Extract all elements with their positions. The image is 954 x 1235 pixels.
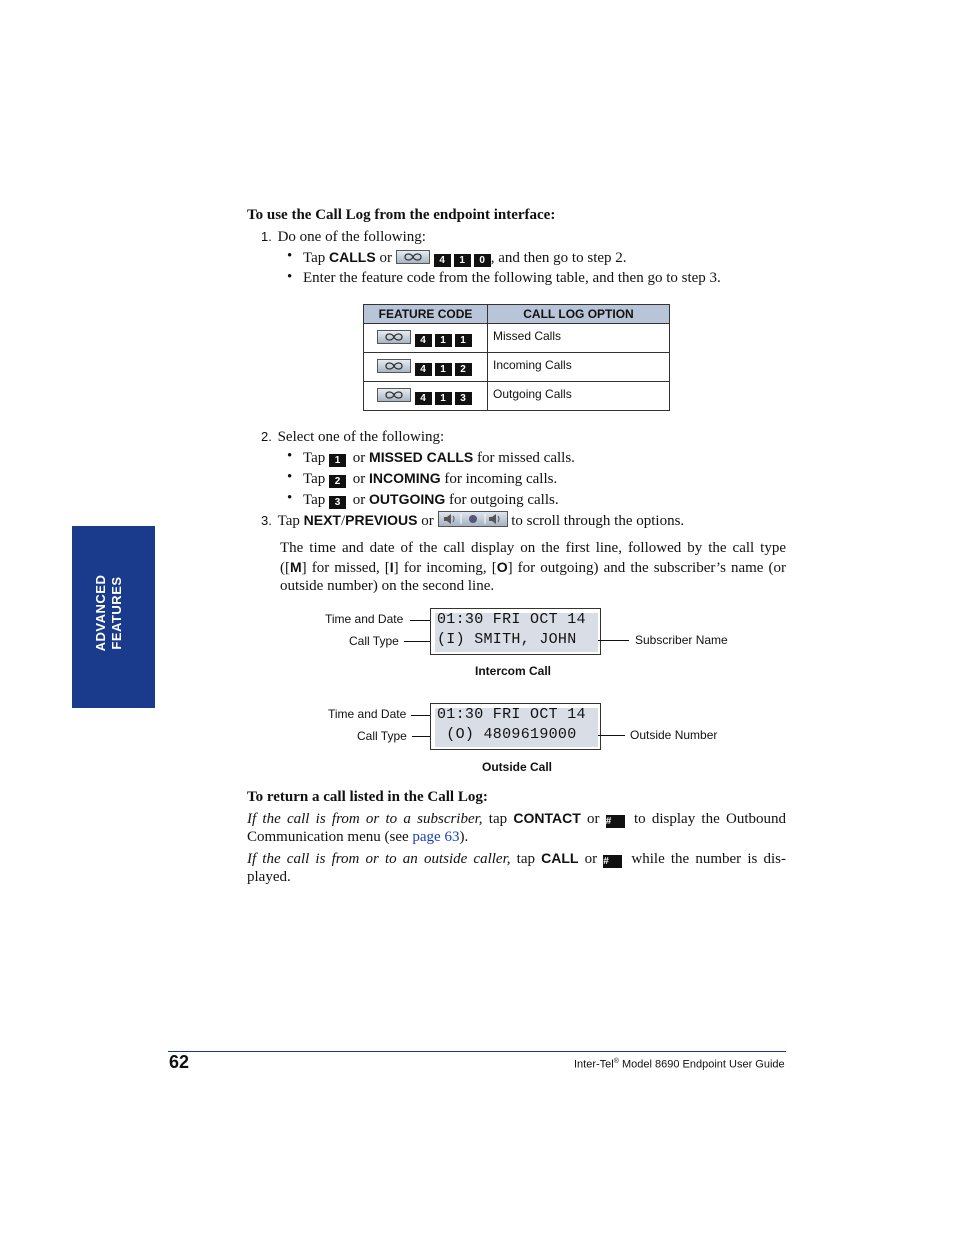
table-row: 4 1 2 Incoming Calls bbox=[364, 353, 670, 382]
feature-button-icon bbox=[377, 330, 411, 344]
feature-button-icon bbox=[377, 359, 411, 373]
section-heading: To use the Call Log from the endpoint interface: bbox=[247, 207, 556, 223]
key-0: 0 bbox=[474, 254, 491, 267]
callout-line bbox=[598, 640, 629, 641]
bullet-icon: • bbox=[287, 269, 293, 285]
page-number: 62 bbox=[169, 1052, 190, 1072]
footer-rule bbox=[168, 1051, 786, 1052]
step-1-option-b: Enter the feature code from the following table, and then go to step 3. bbox=[303, 270, 721, 286]
step-1: 1. Do one of the following: bbox=[261, 229, 426, 245]
table-row: 4 1 1 Missed Calls bbox=[364, 324, 670, 353]
feature-button-icon bbox=[396, 250, 430, 264]
key-1: 1 bbox=[454, 254, 471, 267]
display-outside bbox=[430, 703, 601, 750]
display-line-1: 01:30 FRI OCT 14 bbox=[437, 706, 586, 723]
footer-title: Inter-Tel® Model 8690 Endpoint User Guide bbox=[574, 1058, 785, 1071]
label-time-date: Time and Date bbox=[328, 707, 407, 721]
return-subscriber-line-1: If the call is from or to a subscriber, tap CONTACT or # to display the Outbound bbox=[247, 810, 786, 827]
page-63-link[interactable]: page 63 bbox=[412, 829, 460, 845]
volume-control-icon bbox=[438, 511, 508, 527]
chapter-tab-label: ADVANCED FEATURES bbox=[93, 574, 124, 652]
description-line-2: ([M] for missed, [I] for incoming, [O] for outgoing) and the subscriber’s name (or bbox=[280, 559, 787, 576]
step-2-option-incoming: Tap 2 or INCOMING for incoming calls. bbox=[303, 470, 558, 487]
return-outside-line-1: If the call is from or to an outside caller, tap CALL or # while the number is dis- bbox=[247, 850, 786, 867]
step-2-option-outgoing: Tap 3 or OUTGOING for outgoing calls. bbox=[303, 491, 559, 508]
description-line-1: The time and date of the call display on the first line, followed by the call type bbox=[280, 540, 786, 556]
table-cell: Incoming Calls bbox=[488, 353, 670, 382]
bullet-icon: • bbox=[287, 248, 293, 264]
table-header: FEATURE CODE bbox=[364, 305, 488, 324]
table-cell: Missed Calls bbox=[488, 324, 670, 353]
description-line-3: outside number) on the second line. bbox=[280, 578, 495, 594]
step-2: 2. Select one of the following: bbox=[261, 429, 445, 445]
label-time-date: Time and Date bbox=[325, 612, 404, 626]
table-cell: Outgoing Calls bbox=[488, 382, 670, 411]
display-line-1: 01:30 FRI OCT 14 bbox=[437, 611, 586, 628]
return-outside-line-2: played. bbox=[247, 869, 291, 885]
label-outside-number: Outside Number bbox=[630, 728, 718, 742]
display-intercom bbox=[430, 608, 601, 655]
feature-button-icon bbox=[377, 388, 411, 402]
label-subscriber-name: Subscriber Name bbox=[635, 633, 728, 647]
label-call-type: Call Type bbox=[349, 634, 399, 648]
caption-outside-call: Outside Call bbox=[482, 760, 553, 774]
display-line-2: (I) SMITH, JOHN bbox=[437, 631, 577, 648]
step-2-option-missed: Tap 1 or MISSED CALLS for missed calls. bbox=[303, 449, 575, 466]
feature-code-table bbox=[363, 304, 670, 411]
bullet-icon: • bbox=[287, 448, 293, 464]
key-4: 4 bbox=[434, 254, 451, 267]
bullet-icon: • bbox=[287, 490, 293, 506]
display-line-2: (O) 4809619000 bbox=[437, 726, 577, 743]
table-header: CALL LOG OPTION bbox=[488, 305, 670, 324]
section-heading: To return a call listed in the Call Log: bbox=[247, 789, 488, 805]
step-1-option-a: Tap CALLS or 4 1 0 , and then go to step 2. bbox=[303, 249, 627, 266]
callout-line bbox=[598, 735, 625, 736]
bullet-icon: • bbox=[287, 469, 293, 485]
step-3: 3. Tap NEXT/PREVIOUS or to scroll through the options. bbox=[261, 512, 685, 529]
table-row: 4 1 3 Outgoing Calls bbox=[364, 382, 670, 411]
caption-intercom-call: Intercom Call bbox=[475, 664, 552, 678]
return-subscriber-line-2: Communication menu (see page 63). bbox=[247, 829, 469, 845]
label-call-type: Call Type bbox=[357, 729, 407, 743]
